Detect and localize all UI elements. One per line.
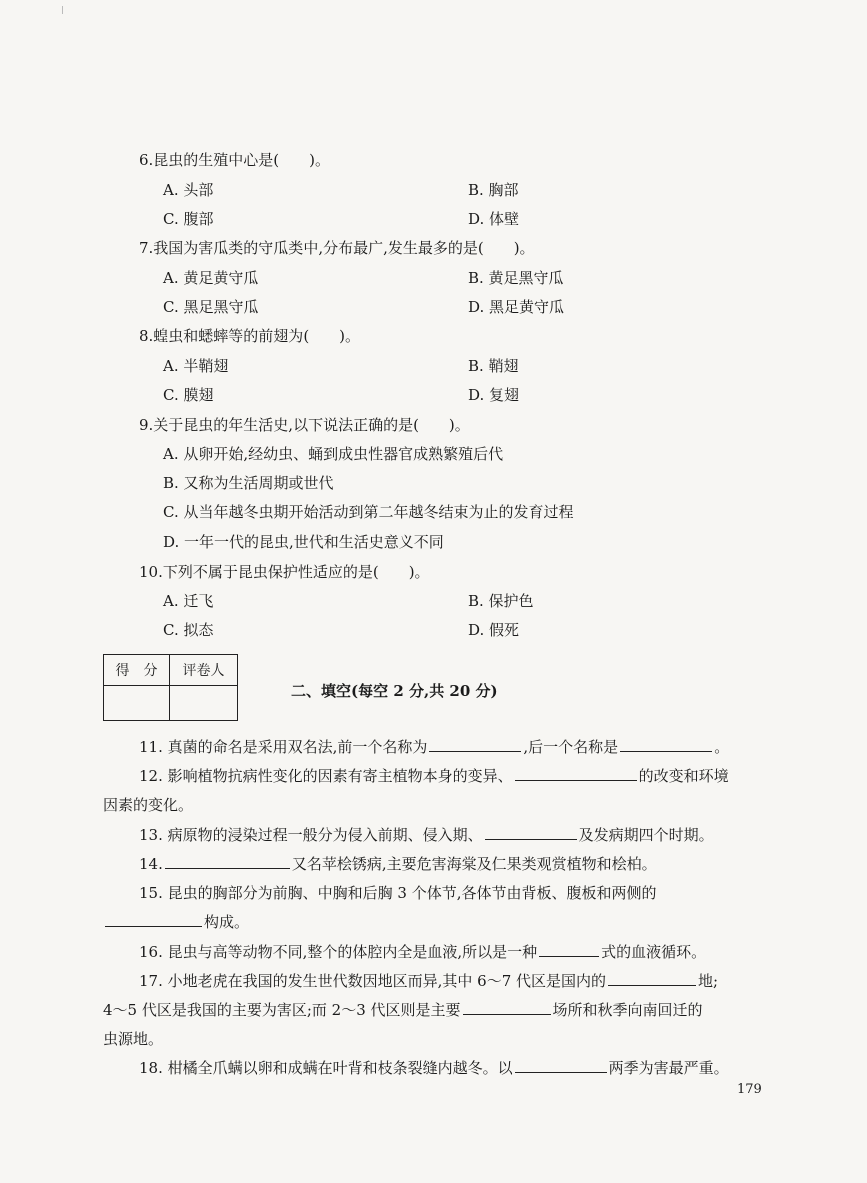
question-6-stem: 6.昆虫的生殖中心是( )。	[139, 151, 331, 169]
question-15-cont	[103, 912, 249, 932]
q6-option-b: B. 胸部	[468, 181, 519, 199]
q11-text-3: 。	[714, 738, 730, 756]
question-17-cont-2: 虫源地。	[103, 1030, 164, 1048]
q11-text-1: 11. 真菌的命名是采用双名法,前一个名称为	[139, 738, 428, 756]
q7-option-a: A. 黄足黄守瓜	[163, 269, 259, 287]
q16-blank-1[interactable]	[539, 942, 599, 957]
q12-text-1: 12. 影响植物抗病性变化的因素有寄主植物本身的变异、	[139, 767, 513, 785]
q15-blank-1[interactable]	[105, 912, 202, 927]
question-18	[139, 1058, 729, 1078]
q13-text-1: 13. 病原物的浸染过程一般分为侵入前期、侵入期、	[139, 826, 483, 844]
question-13	[139, 825, 714, 845]
q6-option-c: C. 腹部	[163, 210, 214, 228]
grader-header: 评卷人	[170, 655, 238, 686]
q7-option-d: D. 黑足黄守瓜	[468, 298, 565, 316]
question-11	[139, 737, 729, 757]
question-14	[139, 854, 657, 874]
q18-text-1: 18. 柑橘全爪螨以卵和成螨在叶背和枝条裂缝内越冬。以	[139, 1059, 513, 1077]
q11-text-2: ,后一个名称是	[523, 738, 619, 756]
grader-cell[interactable]	[170, 686, 238, 721]
q9-option-c: C. 从当年越冬虫期开始活动到第二年越冬结束为止的发育过程	[163, 503, 574, 521]
q16-text-2: 式的血液循环。	[601, 943, 707, 961]
q8-option-b: B. 鞘翅	[468, 357, 519, 375]
q18-text-2: 两季为害最严重。	[608, 1059, 729, 1077]
q8-option-d: D. 复翅	[468, 386, 520, 404]
q16-text-1: 16. 昆虫与高等动物不同,整个的体腔内全是血液,所以是一种	[139, 943, 538, 961]
question-7-stem: 7.我国为害瓜类的守瓜类中,分布最广,发生最多的是( )。	[139, 239, 535, 257]
question-17	[139, 971, 718, 991]
section-title: 二、填空(每空 2 分,共 20 分)	[291, 682, 498, 700]
q11-blank-1[interactable]	[429, 737, 521, 752]
q10-option-d: D. 假死	[468, 621, 520, 639]
q11-blank-2[interactable]	[620, 737, 712, 752]
q9-option-d: D. 一年一代的昆虫,世代和生活史意义不同	[163, 533, 444, 551]
question-12	[139, 766, 729, 786]
q12-text-2: 的改变和环境	[638, 767, 729, 785]
question-10-stem: 10.下列不属于昆虫保护性适应的是( )。	[139, 563, 430, 581]
q6-option-a: A. 头部	[163, 181, 214, 199]
question-9-stem: 9.关于昆虫的年生活史,以下说法正确的是( )。	[139, 416, 470, 434]
question-12-cont: 因素的变化。	[103, 796, 194, 814]
q17-text-2: 地;	[698, 972, 719, 990]
q14-text-1: 14.	[139, 855, 163, 873]
score-cell[interactable]	[104, 686, 170, 721]
q9-option-a: A. 从卵开始,经幼虫、蛹到成虫性器官成熟繁殖后代	[163, 445, 504, 463]
q10-option-b: B. 保护色	[468, 592, 534, 610]
q12-blank-1[interactable]	[515, 766, 637, 781]
question-16	[139, 942, 706, 962]
q14-blank-1[interactable]	[165, 854, 290, 869]
q15-text-2: 构成。	[204, 913, 250, 931]
q17-blank-1[interactable]	[608, 971, 696, 986]
q13-blank-1[interactable]	[485, 825, 577, 840]
question-8-stem: 8.蝗虫和蟋蟀等的前翅为( )。	[139, 327, 361, 345]
q6-option-d: D. 体壁	[468, 210, 520, 228]
scan-mark	[62, 6, 63, 14]
q7-option-c: C. 黑足黑守瓜	[163, 298, 259, 316]
question-17-cont	[103, 1000, 703, 1020]
page-number: 179	[737, 1082, 762, 1097]
q17-blank-2[interactable]	[463, 1000, 551, 1015]
q18-blank-1[interactable]	[515, 1058, 607, 1073]
q17-text-3: 4～5 代区是我国的主要为害区;而 2～3 代区则是主要	[103, 1001, 461, 1019]
question-15: 15. 昆虫的胸部分为前胸、中胸和后胸 3 个体节,各体节由背板、腹板和两侧的	[139, 884, 657, 902]
score-header: 得 分	[104, 655, 170, 686]
q10-option-a: A. 迁飞	[163, 592, 214, 610]
q17-text-1: 17. 小地老虎在我国的发生世代数因地区而异,其中 6～7 代区是国内的	[139, 972, 607, 990]
q9-option-b: B. 又称为生活周期或世代	[163, 474, 334, 492]
q14-text-2: 又名苹桧锈病,主要危害海棠及仁果类观赏植物和桧柏。	[291, 855, 657, 873]
q8-option-c: C. 膜翅	[163, 386, 214, 404]
q7-option-b: B. 黄足黑守瓜	[468, 269, 564, 287]
q10-option-c: C. 拟态	[163, 621, 214, 639]
q8-option-a: A. 半鞘翅	[163, 357, 229, 375]
q17-text-4: 场所和秋季向南回迁的	[552, 1001, 703, 1019]
score-table	[103, 654, 238, 721]
q13-text-2: 及发病期四个时期。	[578, 826, 714, 844]
